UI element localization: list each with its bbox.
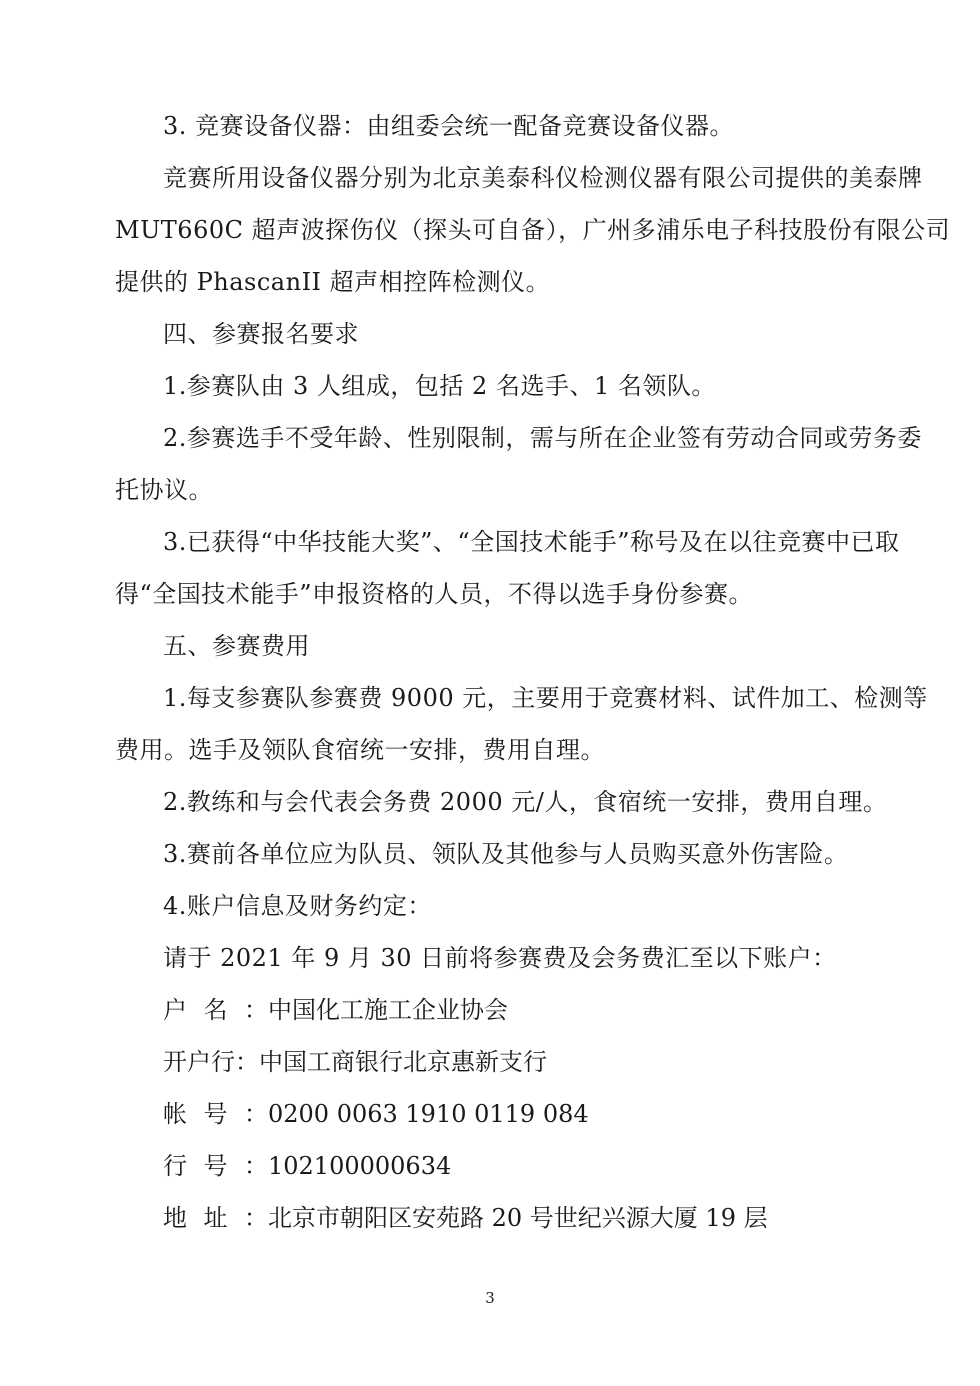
account-name-label: 户名：	[163, 996, 268, 1024]
bank-code-label: 行号：	[163, 1152, 268, 1180]
section-heading-fees: 五、参赛费用	[163, 632, 310, 660]
address-label: 地址：	[163, 1204, 268, 1232]
account-name-value: 中国化工施工企业协会	[268, 996, 508, 1024]
address-value: 北京市朝阳区安苑路 20 号世纪兴源大厦 19 层	[268, 1204, 768, 1232]
fees-item-3: 3.赛前各单位应为队员、领队及其他参与人员购买意外伤害险。	[163, 840, 849, 868]
address-row	[163, 1202, 768, 1234]
account-number-value: 0200 0063 1910 0119 084	[268, 1100, 589, 1128]
equipment-item-3: 3. 竞赛设备仪器：由组委会统一配备竞赛设备仪器。	[163, 112, 735, 140]
account-number-label: 帐号：	[163, 1100, 268, 1128]
registration-item-3-line-2: 得“全国技术能手”申报资格的人员，不得以选手身份参赛。	[115, 580, 754, 608]
fees-item-4: 4.账户信息及财务约定：	[163, 892, 432, 920]
bank-code-value: 102100000634	[268, 1152, 452, 1180]
account-bank-label: 开户行：	[163, 1048, 259, 1076]
account-name-row	[163, 994, 508, 1026]
registration-item-2-line-1: 2.参赛选手不受年龄、性别限制，需与所在企业签有劳动合同或劳务委	[163, 424, 922, 452]
account-bank-row	[163, 1046, 547, 1078]
account-number-row	[163, 1098, 589, 1130]
section-heading-registration: 四、参赛报名要求	[163, 320, 359, 348]
equipment-detail-line-1: 竞赛所用设备仪器分别为北京美泰科仪检测仪器有限公司提供的美泰牌	[163, 164, 923, 192]
registration-item-2-line-2: 托协议。	[115, 476, 213, 504]
fees-item-1-line-2: 费用。选手及领队食宿统一安排，费用自理。	[115, 736, 605, 764]
registration-item-3-line-1: 3.已获得“中华技能大奖”、“全国技术能手”称号及在以往竞赛中已取	[163, 528, 900, 556]
registration-item-1: 1.参赛队由 3 人组成，包括 2 名选手、1 名领队。	[163, 372, 716, 400]
equipment-detail-line-3: 提供的 PhascanII 超声相控阵检测仪。	[115, 268, 551, 296]
page-number: 3	[485, 1289, 495, 1307]
account-bank-value: 中国工商银行北京惠新支行	[259, 1048, 547, 1076]
bank-code-row	[163, 1150, 451, 1182]
fees-item-2: 2.教练和与会代表会务费 2000 元/人，食宿统一安排，费用自理。	[163, 788, 888, 816]
remit-instruction: 请于 2021 年 9 月 30 日前将参赛费及会务费汇至以下账户：	[163, 944, 837, 972]
equipment-detail-line-2: MUT660C 超声波探伤仪（探头可自备），广州多浦乐电子科技股份有限公司	[115, 216, 951, 244]
fees-item-1-line-1: 1.每支参赛队参赛费 9000 元，主要用于竞赛材料、试件加工、检测等	[163, 684, 928, 712]
